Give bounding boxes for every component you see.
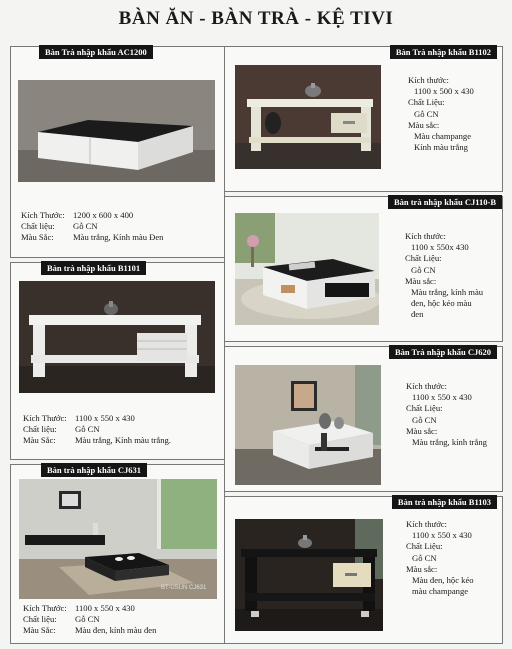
size-value: 1100 x 550x 430 <box>411 242 469 253</box>
material-label: Chất Liệu: <box>406 541 443 552</box>
color-label: Màu sắc: <box>406 425 438 436</box>
product-name: Bàn trà nhập khẩu CJ631 <box>41 463 147 477</box>
product-card-cj110b[interactable] <box>224 196 503 342</box>
product-name: Bàn trà nhập khẩu B1101 <box>41 261 146 275</box>
color-value: Màu trắng, kính trắng <box>412 437 487 448</box>
product-card-cj631[interactable] <box>10 464 225 644</box>
material-label: Chất liệu: <box>23 424 57 435</box>
size-value: 1100 x 550 x 430 <box>412 392 472 403</box>
size-label: Kích Thước: <box>23 603 67 613</box>
size-label: Kích thước: <box>406 381 447 391</box>
color-value: Màu trắng, Kính màu trắng. <box>75 435 171 446</box>
color-label: Màu sắc: <box>408 119 440 130</box>
material-label: Chất Liệu: <box>405 253 442 264</box>
product-photo <box>235 65 381 169</box>
product-photo <box>18 80 215 182</box>
product-card-b1102[interactable] <box>224 46 503 192</box>
product-card-ac1200[interactable] <box>10 46 225 258</box>
product-card-b1103[interactable] <box>224 496 503 644</box>
size-label: Kích thước: <box>405 231 446 241</box>
color-label: Màu Sắc: <box>23 435 56 446</box>
size-value: 1100 x 500 x 430 <box>414 86 474 97</box>
color-label: Màu Sắc: <box>21 232 54 243</box>
size-label: Kích thước: <box>406 519 447 529</box>
product-photo <box>235 213 379 325</box>
size-label: Kích thước: <box>408 75 449 85</box>
product-name: Bàn Trà nhập khẩu AC1200 <box>39 45 153 59</box>
page-title: BÀN ĂN - BÀN TRÀ - KỆ TIVI <box>118 8 394 29</box>
size-value: 1100 x 550 x 430 <box>75 413 135 423</box>
product-name: Bàn trà nhập khẩu CJ110-B <box>388 195 502 209</box>
product-name: Bàn Trà nhập khẩu CJ620 <box>389 345 497 359</box>
size-value: 1100 x 550 x 430 <box>412 530 472 541</box>
size-label: Kích Thước: <box>23 413 67 423</box>
color-value: Màu đen, kính màu đen <box>75 625 157 636</box>
material-label: Chất Liệu: <box>408 97 445 108</box>
photo-watermark: BT-USUN CJ631 <box>161 585 207 591</box>
material-value: Gỗ CN <box>73 221 98 232</box>
product-card-cj620[interactable] <box>224 346 503 492</box>
material-value: Gỗ CN <box>411 264 436 275</box>
material-value: Gỗ CN <box>75 424 100 435</box>
color-label: Màu sắc: <box>406 563 438 574</box>
product-card-b1101[interactable] <box>10 262 225 460</box>
size-label: Kích Thước: <box>21 210 65 220</box>
color-label: Màu sắc: <box>405 275 437 286</box>
material-value: Gỗ CN <box>414 108 439 119</box>
color-label: Màu Sắc: <box>23 625 56 636</box>
product-photo <box>235 365 381 485</box>
size-value: 1200 x 600 x 400 <box>73 210 134 220</box>
material-value: Gỗ CN <box>412 414 437 425</box>
color-value: Màu đen, hộc kéo <box>412 575 474 586</box>
size-value: 1100 x 550 x 430 <box>75 603 135 613</box>
material-label: Chất liệu: <box>23 614 57 625</box>
color-value: đen, hộc kéo màu <box>411 298 472 309</box>
material-label: Chất Liệu: <box>406 403 443 414</box>
color-value: Màu trắng, kính màu <box>411 287 484 298</box>
material-value: Gỗ CN <box>412 552 437 563</box>
product-photo <box>19 479 217 599</box>
product-name: Bàn trà nhập khẩu B1103 <box>392 495 497 509</box>
color-value: Màu champange <box>414 131 472 142</box>
color-value: Kính màu trắng <box>414 142 468 153</box>
color-value: Màu trắng, Kính màu Đen <box>73 232 164 243</box>
color-value: đen <box>411 309 424 320</box>
product-photo <box>19 281 215 393</box>
product-name: Bàn Trà nhập khẩu B1102 <box>390 45 497 59</box>
material-value: Gỗ CN <box>75 614 100 625</box>
product-photo <box>235 519 383 631</box>
color-value: màu champange <box>412 586 469 597</box>
material-label: Chất liệu: <box>21 221 55 232</box>
